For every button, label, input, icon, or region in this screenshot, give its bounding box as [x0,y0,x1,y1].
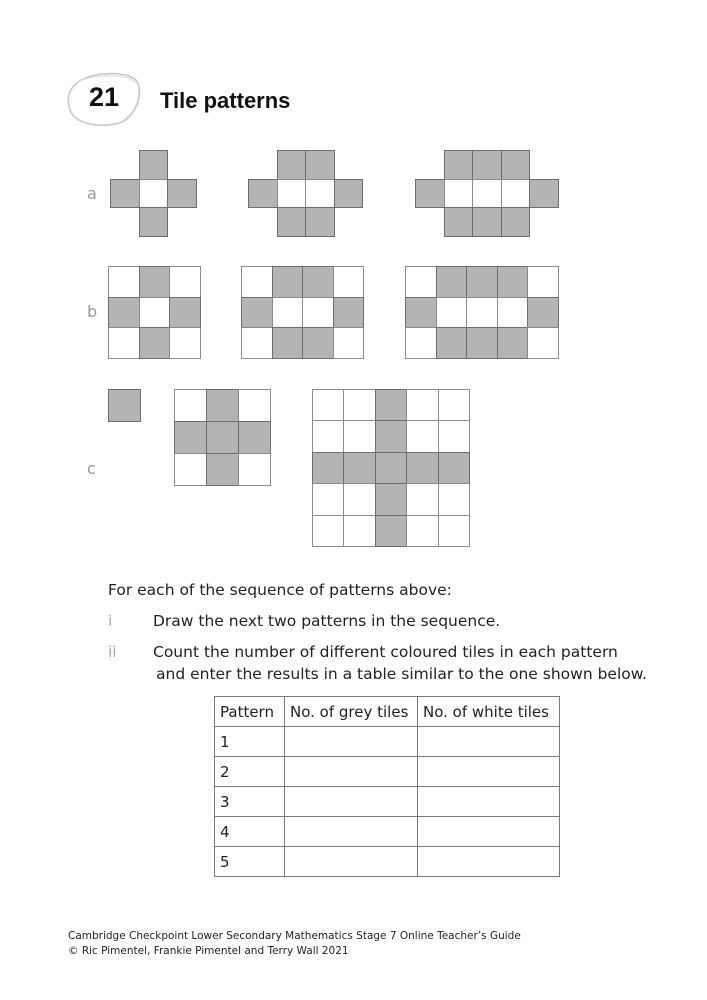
white-tile [466,297,498,329]
footer-copyright: © Ric Pimentel, Frankie Pimentel and Terry Wall 2021 [68,945,349,957]
white-tile [333,266,365,298]
grey-tile [238,421,271,454]
row-label-a: a [87,184,97,203]
table-row [215,727,560,757]
white-tile [406,420,438,452]
white-tile [312,515,344,547]
grey-tile [527,297,559,329]
grey-tile [438,452,470,484]
grey-tile [139,266,171,298]
grey-tile [333,297,365,329]
white-tile [343,389,375,421]
white-tile [312,483,344,515]
grey-tile [501,207,531,237]
white-tile [139,297,171,329]
white-tile [438,389,470,421]
white-tile [527,327,559,359]
header-grey-tiles: No. of grey tiles [285,697,418,727]
white-tile [406,389,438,421]
white-tile [405,327,437,359]
table-row [215,817,560,847]
exercise-number: 21 [88,82,120,112]
cell-white [418,727,560,757]
white-tile [305,179,335,209]
footer [68,929,521,959]
grey-tile [466,266,498,298]
grey-tile [169,297,201,329]
grey-tile [272,327,304,359]
grey-tile [305,150,335,180]
white-tile [438,483,470,515]
grey-tile [108,297,140,329]
grey-tile [305,207,335,237]
grey-tile [444,150,474,180]
white-tile [444,179,474,209]
cell-pattern: 1 [215,727,285,757]
white-tile [108,327,140,359]
white-tile [436,297,468,329]
grey-tile [139,327,171,359]
cell-pattern: 2 [215,757,285,787]
white-tile [241,327,273,359]
cell-pattern: 5 [215,847,285,877]
grey-tile [343,452,375,484]
white-tile [527,266,559,298]
table-header-row [215,697,560,727]
cell-grey [285,787,418,817]
cell-grey [285,727,418,757]
grey-tile [302,327,334,359]
white-tile [241,266,273,298]
grey-tile [110,179,140,209]
white-tile [497,297,529,329]
instruction-ii-text-line1: Count the number of different coloured tiles in each pattern [153,643,618,661]
cell-grey [285,847,418,877]
grey-tile [312,452,344,484]
instruction-marker-ii: ii [108,643,117,661]
white-tile [343,420,375,452]
grey-tile [302,266,334,298]
grey-tile [206,421,239,454]
cell-white [418,757,560,787]
white-tile [277,179,307,209]
white-tile [333,327,365,359]
grey-tile [466,327,498,359]
grey-tile [436,266,468,298]
grey-tile [174,421,207,454]
white-tile [438,420,470,452]
white-tile [139,179,169,209]
table-row [215,847,560,877]
grey-tile [375,452,407,484]
grey-tile [375,483,407,515]
header-pattern: Pattern [215,697,285,727]
cell-white [418,847,560,877]
cell-pattern: 4 [215,817,285,847]
white-tile [406,483,438,515]
grey-tile [375,389,407,421]
white-tile [238,453,271,486]
grey-tile [277,150,307,180]
white-tile [406,515,438,547]
header-white-tiles: No. of white tiles [418,697,560,727]
grey-tile [139,207,169,237]
grey-tile [529,179,559,209]
grey-tile [406,452,438,484]
grey-tile [472,150,502,180]
white-tile [238,389,271,422]
grey-tile [375,515,407,547]
grey-tile [472,207,502,237]
cell-white [418,787,560,817]
grey-tile [277,207,307,237]
white-tile [438,515,470,547]
row-label-c: c [87,459,96,478]
white-tile [312,389,344,421]
white-tile [302,297,334,329]
grey-tile [272,266,304,298]
white-tile [174,453,207,486]
cell-pattern: 3 [215,787,285,817]
grey-tile [497,327,529,359]
footer-book-title: Cambridge Checkpoint Lower Secondary Mathematics Stage 7 Online Teacher’s Guide [68,930,521,942]
grey-tile [248,179,278,209]
grey-tile [139,150,169,180]
row-label-b: b [87,302,98,321]
grey-tile [334,179,364,209]
instruction-marker-i: i [108,612,113,630]
grey-tile [405,297,437,329]
white-tile [169,266,201,298]
grey-tile [206,453,239,486]
cell-grey [285,817,418,847]
grey-tile [497,266,529,298]
white-tile [343,483,375,515]
grey-tile [436,327,468,359]
white-tile [312,420,344,452]
white-tile [169,327,201,359]
grey-tile [241,297,273,329]
white-tile [501,179,531,209]
instructions-intro: For each of the sequence of patterns above: [108,581,452,599]
white-tile [472,179,502,209]
white-tile [108,266,140,298]
cell-white [418,817,560,847]
table-row [215,757,560,787]
grey-tile [206,389,239,422]
grey-tile [415,179,445,209]
white-tile [343,515,375,547]
table-row [215,787,560,817]
white-tile [174,389,207,422]
instruction-ii-text-line2: and enter the results in a table similar to the one shown below. [156,665,647,683]
grey-tile [444,207,474,237]
instruction-i-text: Draw the next two patterns in the sequence. [153,612,501,630]
grey-tile [108,389,141,422]
page-title: Tile patterns [160,88,291,113]
grey-tile [501,150,531,180]
grey-tile [167,179,197,209]
white-tile [272,297,304,329]
white-tile [405,266,437,298]
grey-tile [375,420,407,452]
cell-grey [285,757,418,787]
results-table [214,696,560,877]
